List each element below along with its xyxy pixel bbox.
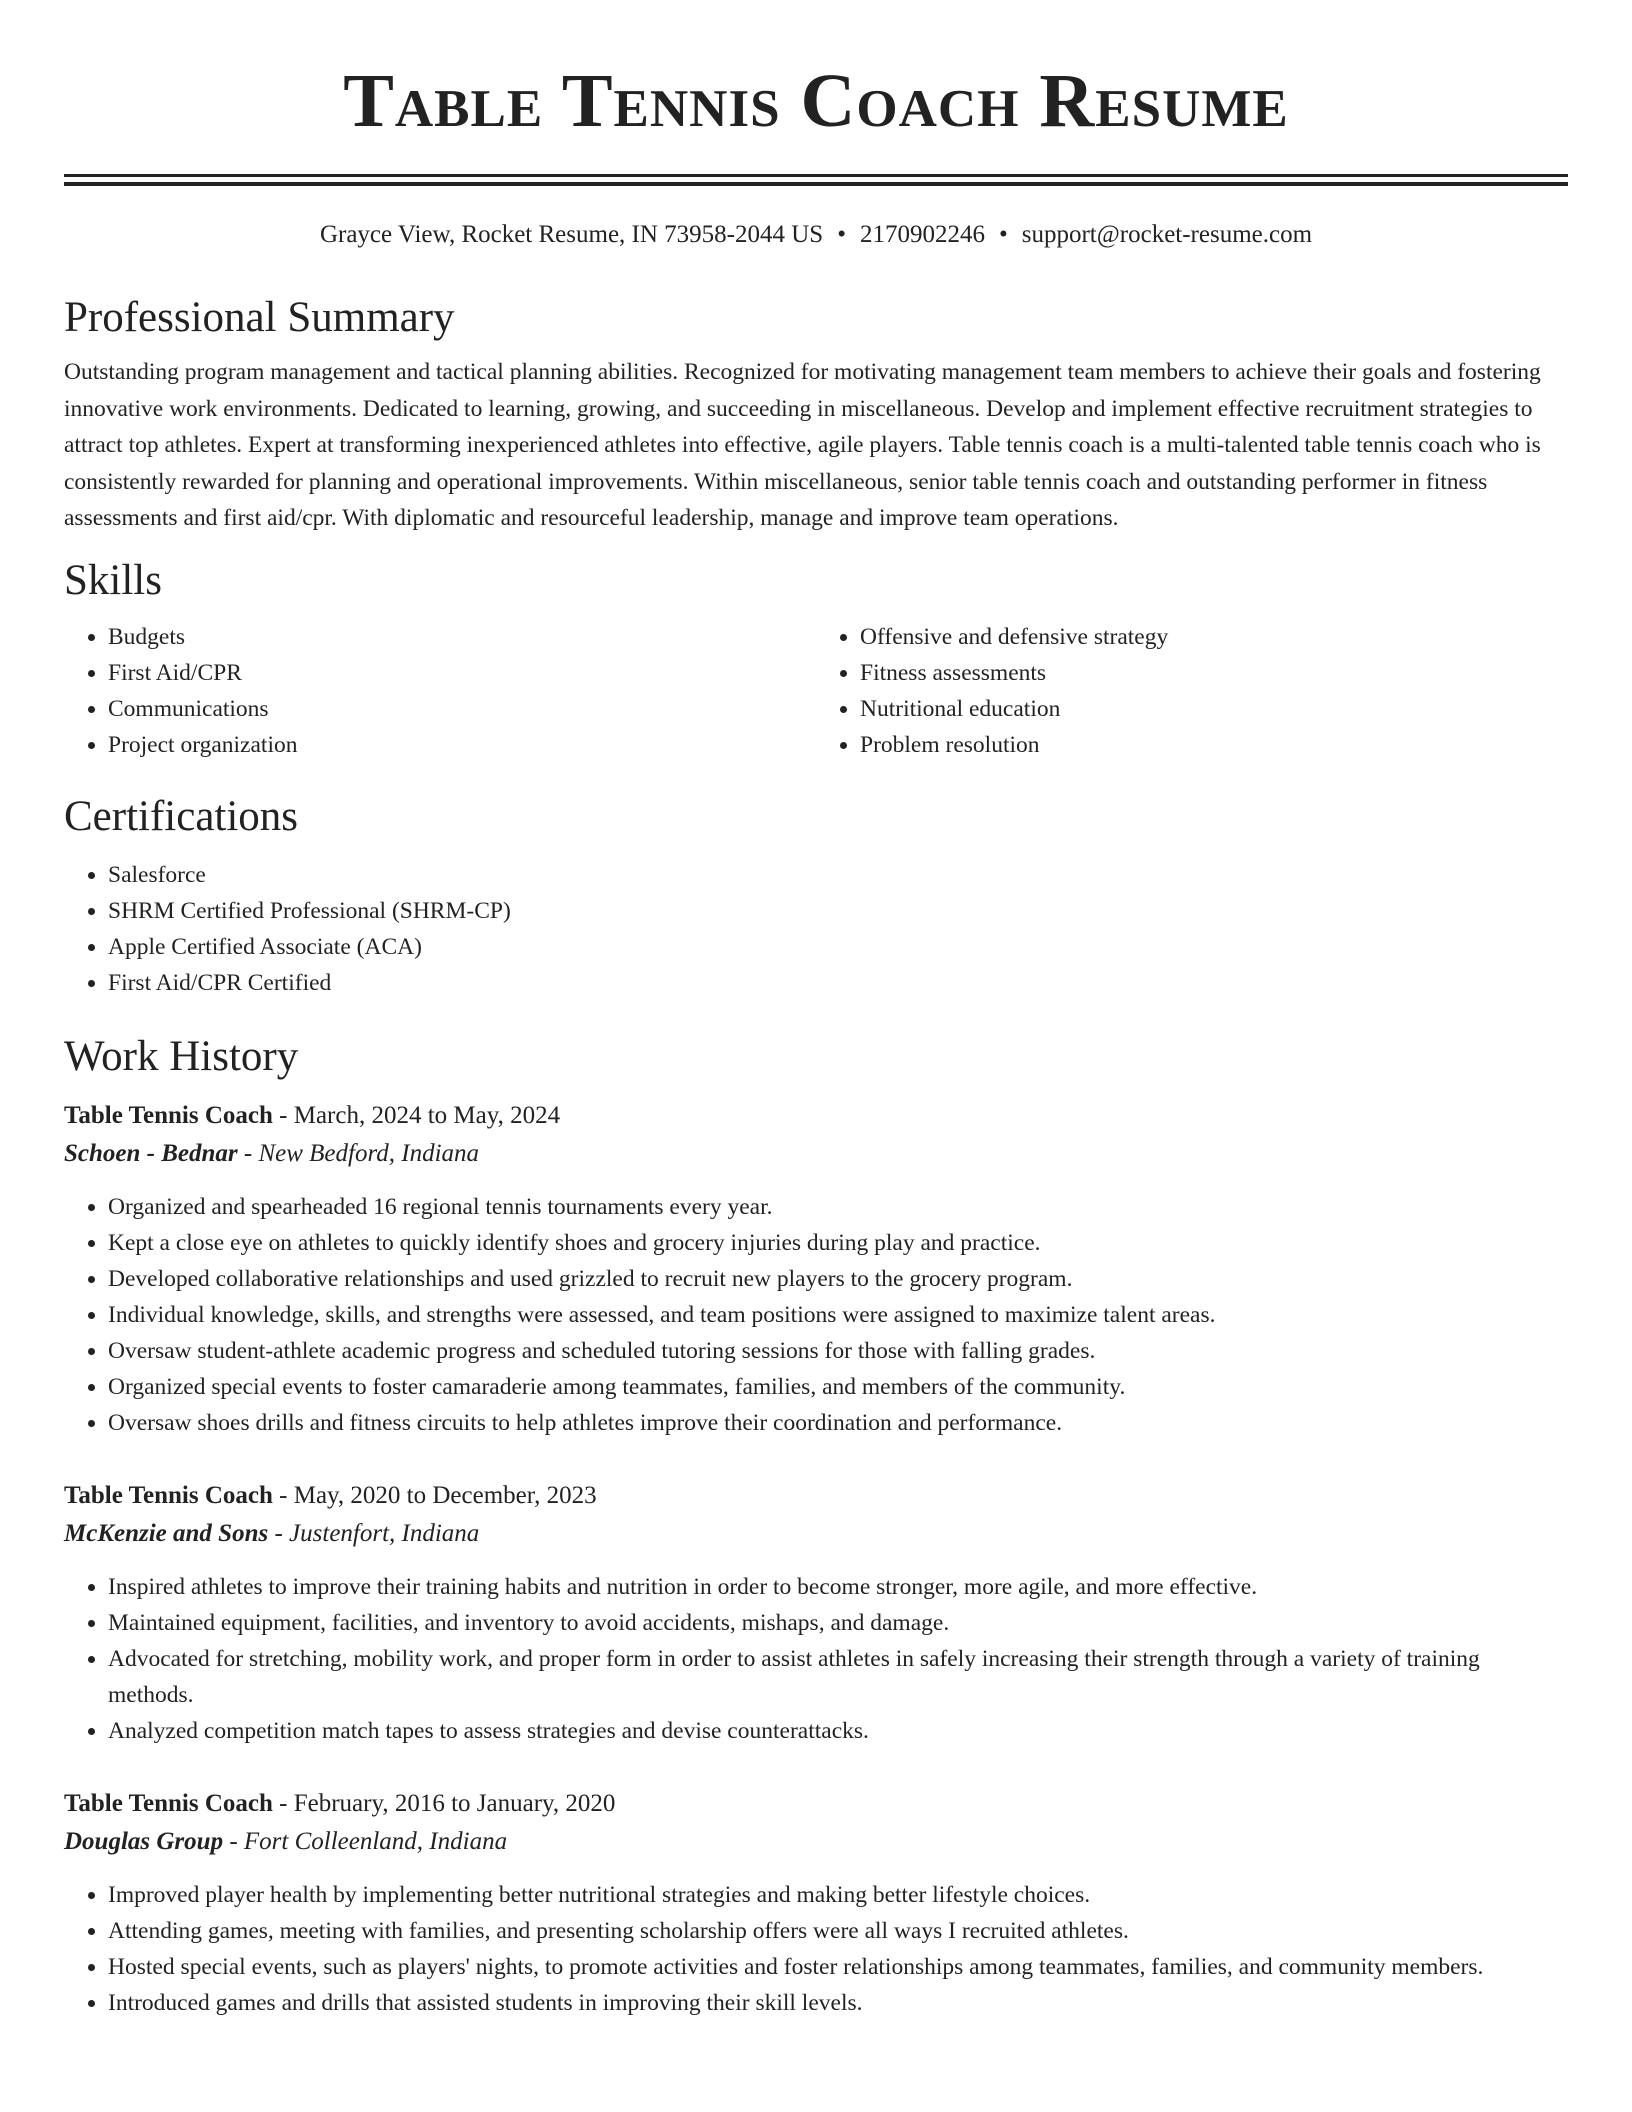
- certifications-heading: Certifications: [64, 792, 299, 840]
- contact-separator: •: [837, 221, 846, 248]
- skills-list-left: [64, 619, 816, 763]
- job-role: Table Tennis Coach: [64, 1789, 273, 1817]
- summary-text: Outstanding program management and tactical planning abilities. Recognized for motivating management team members to achieve their goals and fostering innovative work environments. Dedicated to learning, growing, and succeeding in miscellaneous. Develop and implement effective recruitment strategies to attract top athletes. Expert at transforming inexperienced athletes into effective, agile players. Table tennis coach is a multi-talented table tennis coach who is consistently rewarded for planning and operational improvements. Within miscellaneous, senior table tennis coach and outstanding performer in fitness assessments and first aid/cpr. With diplomatic and resourceful leadership, manage and improve team operations.: [64, 359, 1541, 531]
- work-history-heading: Work History: [64, 1032, 299, 1080]
- job-company: Douglas Group: [64, 1827, 224, 1855]
- title-divider: [64, 174, 1568, 186]
- skill-item: • Fitness assessments: [860, 655, 1568, 691]
- job-company-line: [64, 1823, 1568, 1861]
- skills-columns: [64, 619, 1568, 763]
- certification-item: • Apple Certified Associate (ACA): [108, 929, 1568, 965]
- job-bullets: [64, 1877, 1568, 2021]
- skill-item: • Budgets: [108, 619, 816, 655]
- job-location: - New Bedford, Indiana: [237, 1139, 480, 1167]
- skill-item: • Nutritional education: [860, 691, 1568, 727]
- job-bullet: • Individual knowledge, skills, and strengths were assessed, and team positions were assigned to maximize talent areas.: [108, 1297, 1568, 1333]
- certification-item: • SHRM Certified Professional (SHRM-CP): [108, 893, 1568, 929]
- resume-title: Table Tennis Coach Resume: [343, 59, 1289, 143]
- job-title-line: [64, 1477, 1568, 1515]
- job-bullet: • Improved player health by implementing better nutritional strategies and making better lifestyle choices.: [108, 1877, 1568, 1913]
- job-bullets: [64, 1569, 1568, 1749]
- certifications-list: [64, 857, 1568, 1001]
- job-bullet: • Inspired athletes to improve their training habits and nutrition in order to become stronger, more agile, and more effective.: [108, 1569, 1568, 1605]
- skill-item: • Offensive and defensive strategy: [860, 619, 1568, 655]
- job-dates: - May, 2020 to December, 2023: [272, 1481, 597, 1509]
- job-bullet: • Analyzed competition match tapes to assess strategies and devise counterattacks.: [108, 1713, 1568, 1749]
- contact-address: Grayce View, Rocket Resume, IN 73958-2044 US: [319, 221, 824, 248]
- job-location: - Fort Colleenland, Indiana: [223, 1827, 508, 1855]
- job-bullet: • Kept a close eye on athletes to quickly identify shoes and grocery injuries during play and practice.: [108, 1225, 1568, 1261]
- job-bullets: [64, 1189, 1568, 1441]
- contact-line: [64, 218, 1568, 252]
- job-bullet: • Organized and spearheaded 16 regional tennis tournaments every year.: [108, 1189, 1568, 1225]
- job-company-line: [64, 1515, 1568, 1553]
- certification-item: • Salesforce: [108, 857, 1568, 893]
- job-bullet: • Oversaw shoes drills and fitness circuits to help athletes improve their coordination and performance.: [108, 1405, 1568, 1441]
- job-company-line: [64, 1135, 1568, 1173]
- job-bullet: • Hosted special events, such as players' nights, to promote activities and foster relationships among teammates, families, and community members.: [108, 1949, 1568, 1985]
- contact-email: support@rocket-resume.com: [1021, 221, 1313, 248]
- job-role: Table Tennis Coach: [64, 1101, 273, 1129]
- job-bullet: • Advocated for stretching, mobility work, and proper form in order to assist athletes in safely increasing their strength through a variety of training methods.: [108, 1641, 1568, 1713]
- job-entry: [64, 1477, 1568, 1749]
- summary-heading: Professional Summary: [64, 294, 455, 341]
- contact-phone: 2170902246: [859, 221, 985, 248]
- job-company: McKenzie and Sons: [64, 1519, 269, 1547]
- job-bullet: • Oversaw student-athlete academic progress and scheduled tutoring sessions for those with falling grades.: [108, 1333, 1568, 1369]
- job-entry: [64, 1785, 1568, 2021]
- job-title-line: [64, 1785, 1568, 1823]
- job-bullet: • Maintained equipment, facilities, and inventory to avoid accidents, mishaps, and damage.: [108, 1605, 1568, 1641]
- skill-item: • Communications: [108, 691, 816, 727]
- job-bullet: • Organized special events to foster camaraderie among teammates, families, and members of the community.: [108, 1369, 1568, 1405]
- skills-list-right: [816, 619, 1568, 763]
- job-entry: [64, 1097, 1568, 1441]
- skill-item: • Problem resolution: [860, 727, 1568, 763]
- job-bullet: • Developed collaborative relationships and used grizzled to recruit new players to the grocery program.: [108, 1261, 1568, 1297]
- certification-item: • First Aid/CPR Certified: [108, 965, 1568, 1001]
- skill-item: • First Aid/CPR: [108, 655, 816, 691]
- job-role: Table Tennis Coach: [64, 1481, 273, 1509]
- skills-heading: Skills: [64, 556, 162, 604]
- contact-separator: •: [998, 221, 1008, 248]
- job-dates: - February, 2016 to January, 2020: [272, 1789, 616, 1817]
- job-company: Schoen - Bednar: [64, 1139, 238, 1167]
- job-dates: - March, 2024 to May, 2024: [272, 1101, 561, 1129]
- job-bullet: • Introduced games and drills that assisted students in improving their skill levels.: [108, 1985, 1568, 2021]
- job-location: - Justenfort, Indiana: [268, 1519, 480, 1547]
- skill-item: • Project organization: [108, 727, 816, 763]
- job-bullet: • Attending games, meeting with families, and presenting scholarship offers were all ways I recruited athletes.: [108, 1913, 1568, 1949]
- job-title-line: [64, 1097, 1568, 1135]
